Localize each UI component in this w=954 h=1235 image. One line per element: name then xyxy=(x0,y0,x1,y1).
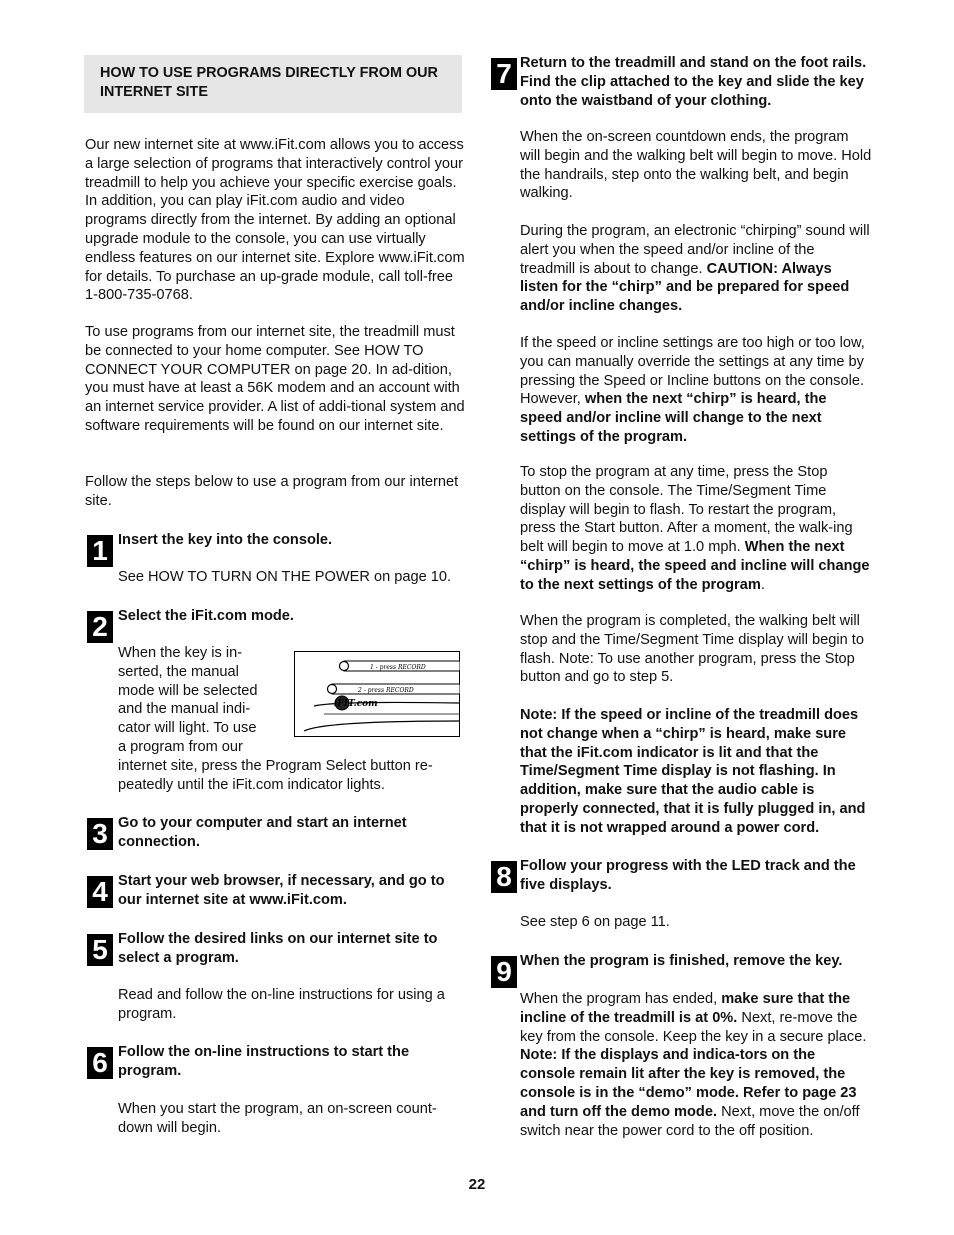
step-2-line: mode will be selected xyxy=(118,682,258,699)
step-9-text-c: Next, re-move the key from the console. Keep the key in a secure place. xyxy=(520,1009,867,1045)
step-9-bold-b: make sure that the incline of the treadmill is at 0%. xyxy=(520,991,851,1026)
step-2-line: When the key is in- xyxy=(118,645,243,661)
step-number-2: 2 xyxy=(87,611,113,643)
step-number-5: 5 xyxy=(87,934,113,966)
step-7-note: Note: If the speed or incline of the treadmill does not change when a “chirp” is heard, make sure that the iFit.com indicator is lit and that the Time/Segment Time display is not flashing. In addition, make sure that the audio cable is properly connected, that it is fully plugged in, and that it is not wrapped around a power cord. xyxy=(520,707,866,836)
step-number-6: 6 xyxy=(87,1047,113,1079)
step-2-title: Select the iFit.com mode. xyxy=(118,608,294,624)
step-1-title: Insert the key into the console. xyxy=(118,532,333,548)
step-1-body: See HOW TO TURN ON THE POWER on page 10. xyxy=(118,569,452,585)
console-mode-figure xyxy=(294,651,460,737)
step-9-title: When the program is finished, remove the key. xyxy=(520,953,843,969)
step-2-body-wrap xyxy=(118,644,293,757)
step-7-p4-end: . xyxy=(760,576,765,593)
section-header-box xyxy=(84,55,462,113)
step-7-p3-bold: when the next “chirp” is heard, the speed and/or incline will change to the next settings of the program. xyxy=(520,391,827,445)
intro-paragraph-2: To use programs from our internet site, the treadmill must be connected to your home computer. See HOW TO CONNECT YOUR COMPUTER on page 20. In ad-dition, you must have at least a 56K modem and an account with an internet service provider. A list of addi-tional system and software requirements will be found on our internet site. xyxy=(85,324,465,434)
step-9-text-a: When the program has ended, xyxy=(520,991,722,1007)
step-7-title: Return to the treadmill and stand on the foot rails. Find the clip attached to the key and slide the key onto the waistband of your clothing. xyxy=(520,55,867,109)
step-8-title: Follow your progress with the LED track and the five displays. xyxy=(520,858,856,893)
intro-paragraph-1: Our new internet site at www.iFit.com allows you to access a large selection of programs that interactively control your treadmill to help you achieve your specific exercise goals. In addition, you can play iFit.com audio and video programs directly from the internet. By adding an optional upgrade module to the console, you can use virtually endless features on our internet site. Explore www.iFit.com for details. To purchase an up-grade module, call toll-free 1-800-735-0768. xyxy=(85,137,465,304)
step-9-body xyxy=(520,990,872,1140)
figure-label-1: 1 - press RECORD xyxy=(370,664,426,671)
section-title: HOW TO USE PROGRAMS DIRECTLY FROM OUR INTERNET SITE xyxy=(100,65,438,100)
step-2-line: and the manual indi- xyxy=(118,701,251,718)
step-4-title: Start your web browser, if necessary, and go to our internet site at www.iFit.com. xyxy=(118,873,445,908)
step-2-line: a program from our xyxy=(118,738,243,755)
step-5-body: Read and follow the on-line instructions for using a program. xyxy=(118,987,445,1022)
step-7-paragraph-4 xyxy=(520,463,872,595)
step-7-caution: CAUTION: Always listen for the “chirp” and be prepared for speed and/or incline changes. xyxy=(520,260,850,315)
step-7-p4-bold: When the next “chirp” is heard, the speed and incline will change to the next settings of the program xyxy=(520,539,870,593)
step-2-line: cator will light. To use xyxy=(118,720,257,737)
step-9-bold-d: Note: If the displays and indica-tors on the console remain lit after the key is removed, the console is in the “demo” mode. Refer to page 23 and turn off the demo mode. xyxy=(520,1047,857,1120)
step-7-paragraph-1: When the on-screen countdown ends, the program will begin and the walking belt will begin to move. Hold the handrails, step onto the walking belt, and begin walking. xyxy=(520,129,872,202)
ifit-logo-text: iFIT.com xyxy=(334,699,378,709)
intro-paragraph-3: Follow the steps below to use a program from our internet site. xyxy=(85,474,459,509)
step-number-1: 1 xyxy=(87,535,113,567)
step-6-title: Follow the on-line instructions to start the program. xyxy=(118,1044,410,1079)
step-9-text-e: Next, move the on/off switch near the power cord to the off position. xyxy=(520,1103,860,1139)
step-number-9: 9 xyxy=(491,956,517,988)
step-7-paragraph-5: When the program is completed, the walking belt will stop and the Time/Segment Time display will begin to flash. Note: To use another program, press the Stop button and go to step 5. xyxy=(520,613,864,686)
step-7-p3-text: If the speed or incline settings are too high or too low, you can manually override the settings at any time by pressing the Speed or Incline buttons on the console. However, xyxy=(520,335,865,408)
step-3-title: Go to your computer and start an internet connection. xyxy=(118,815,407,850)
step-7-paragraph-2 xyxy=(520,222,872,316)
step-7-paragraph-3 xyxy=(520,334,872,447)
step-number-8: 8 xyxy=(491,861,517,893)
step-number-4: 4 xyxy=(87,876,113,908)
step-number-3: 3 xyxy=(87,818,113,850)
page-number: 22 xyxy=(468,1176,486,1193)
step-5-title: Follow the desired links on our internet site to select a program. xyxy=(118,931,438,966)
step-number-7: 7 xyxy=(491,58,517,90)
step-6-body: When you start the program, an on-screen count-down will begin. xyxy=(118,1101,437,1136)
step-7-p4-text: To stop the program at any time, press the Stop button on the console. The Time/Segment Time display will begin to flash. To restart the program, press the Start button. After a moment, the walk-ing belt will begin to move at 1.0 mph. xyxy=(520,464,853,556)
step-8-body: See step 6 on page 11. xyxy=(520,914,670,930)
step-2-body-rest: internet site, press the Program Select button re-peatedly until the iFit.com indicator lights. xyxy=(118,758,433,793)
step-2-line: serted, the manual xyxy=(118,663,239,680)
figure-label-2: 2 - press RECORD xyxy=(358,687,414,694)
step-7-p2-text: During the program, an electronic “chirping” sound will alert you when the speed and/or incline of the treadmill is about to change. xyxy=(520,223,870,277)
